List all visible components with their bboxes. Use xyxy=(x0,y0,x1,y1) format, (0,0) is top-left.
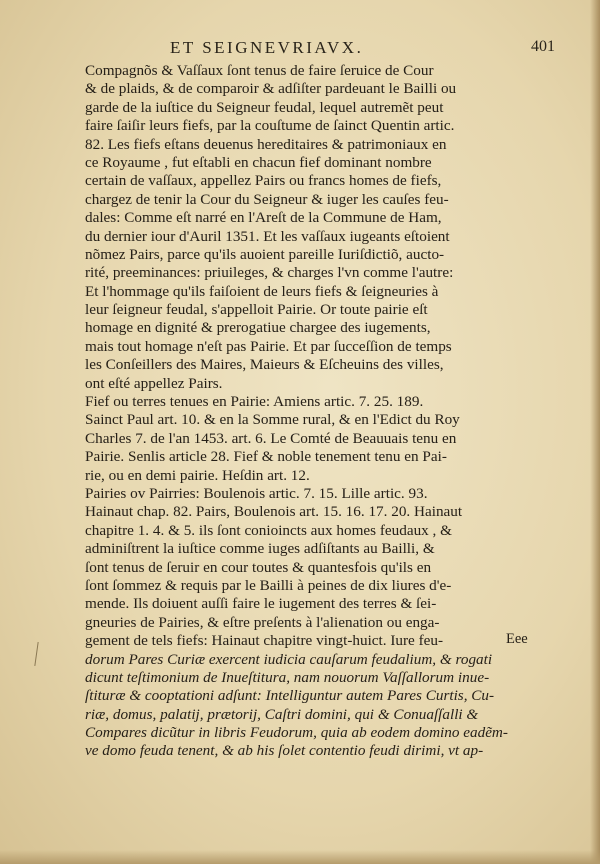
text-line: Compagnõs & Vaſſaux ſont tenus de faire ſeruice de Cour xyxy=(85,62,434,79)
running-head: ET SEIGNEVRIAVX. xyxy=(170,38,364,57)
text-line: & de plaids, & de comparoir & adſiſter pardeuant le Bailli ou xyxy=(85,80,457,98)
catchword: Eee xyxy=(506,631,528,647)
text-line: les Conſeillers des Maires, Maieurs & Eſcheuins des villes, xyxy=(85,356,444,374)
text-line: ont eſté appellez Pairs. xyxy=(85,374,223,392)
text-line: du dernier iour d'Auril 1351. Et les vaſſaux iugeants eſtoient xyxy=(85,227,450,245)
text-line: 82. Les fiefs eſtans deuenus hereditaires & patrimoniaux en xyxy=(85,135,447,153)
text-line: adminiſtrent la iuſtice comme iuges adſiſtants au Bailli, & xyxy=(85,540,435,558)
latin-text-line: riæ, domus, palatij, prætorij, Caſtri domini, qui & Conuaſſalli & xyxy=(85,705,479,723)
text-line: certain de vaſſaux, appellez Pairs ou francs homes de fiefs, xyxy=(85,172,442,190)
text-line: Charles 7. de l'an 1453. art. 6. Le Comté de Beauuais tenu en xyxy=(85,429,457,447)
latin-text-line: dorum Pares Curiæ exercent iudicia cauſarum feudalium, & rogati xyxy=(85,650,493,668)
text-line: nõmez Pairs, parce qu'ils auoient pareille Iuriſdictiõ, aucto- xyxy=(85,245,445,263)
text-line: garde de la iuſtice du Seigneur feudal, lequel autremẽt peut xyxy=(85,98,444,116)
page-number: 401 xyxy=(531,38,555,55)
latin-text-line: Compares dicũtur in libris Feudorum, quia ab eodem domino eadẽm- xyxy=(85,724,508,742)
text-line: gement de tels fiefs: Hainaut chapitre vingt-huict. Iure feu- xyxy=(85,632,444,650)
text-line: faire ſaiſir leurs fiefs, par la couſtume de ſainct Quentin artic. xyxy=(85,117,455,135)
text-line: mende. Ils doiuent auſſi faire le iugement des terres & ſei- xyxy=(85,595,437,613)
margin-pencil-mark xyxy=(34,642,38,666)
text-line: Pairie. Senlis article 28. Fief & noble tenement tenu en Pai- xyxy=(85,448,447,466)
text-line: Fief ou terres tenues en Pairie: Amiens artic. 7. 25. 189. xyxy=(85,393,424,411)
text-line: rité, preeminances: priuileges, & charges l'vn comme l'autre: xyxy=(85,264,454,282)
page-header xyxy=(85,38,555,62)
text-line: chapitre 1. 4. & 5. ils ſont conioincts aux homes feudaux , & xyxy=(85,521,452,539)
text-line: chargez de tenir la Cour du Seigneur & iuger les cauſes feu- xyxy=(85,190,449,208)
body-text xyxy=(85,62,557,761)
text-line: Hainaut chap. 82. Pairs, Boulenois art. 15. 16. 17. 20. Hainaut xyxy=(85,503,463,521)
text-line: ſont ſommez & requis par le Bailli à peines de dix liures d'e- xyxy=(85,576,452,594)
text-line: gneuries de Pairies, & eſtre preſents à l'alienation ou enga- xyxy=(85,613,440,631)
text-line: Et l'hommage qu'ils faiſoient de leurs fiefs & ſeigneuries à xyxy=(85,282,439,300)
latin-text-line: dicunt teſtimonium de Inueſtitura, nam nouorum Vaſſallorum inue- xyxy=(85,668,490,686)
text-line: dales: Comme eſt narré en l'Areſt de la Commune de Ham, xyxy=(85,209,442,227)
latin-text-line: ve domo feuda tenent, & ab his ſolet contentio feudi dirimi, vt ap- xyxy=(85,742,484,760)
text-line: mais tout homage n'eſt pas Pairie. Et par ſucceſſion de temps xyxy=(85,337,452,355)
text-line: homage en dignité & prerogatiue chargee des iugements, xyxy=(85,319,431,337)
text-line: rie, ou en demi pairie. Heſdin art. 12. xyxy=(85,466,310,484)
text-line: ſont tenus de ſeruir en cour toutes & quantesfois qu'ils en xyxy=(85,558,432,576)
text-line: Sainct Paul art. 10. & en la Somme rural, & en l'Edict du Roy xyxy=(85,411,460,429)
latin-text-line: ſtituræ & cooptationi adſunt: Intelliguntur autem Pares Curtis, Cu- xyxy=(85,687,495,705)
text-line: Pairies ov Pairries: Boulenois artic. 7. 15. Lille artic. 93. xyxy=(85,484,428,502)
text-line: leur ſeigneur feudal, s'appelloit Pairie. Or toute pairie eſt xyxy=(85,301,428,319)
text-line: ce Royaume , fut eſtabli en chacun fief dominant nombre xyxy=(85,153,432,171)
